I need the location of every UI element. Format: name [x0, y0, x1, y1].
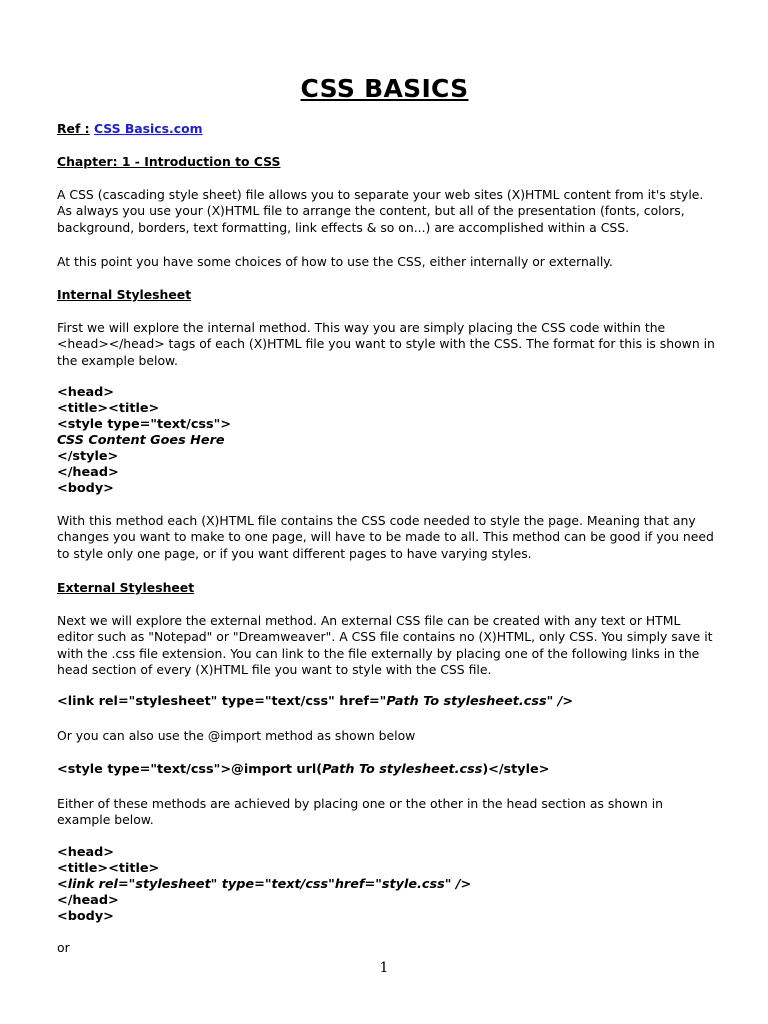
code-segment: )</style>: [482, 762, 550, 777]
choices-paragraph: At this point you have some choices of how to use the CSS, either internally or externally.: [57, 254, 613, 269]
code-line: </head>: [57, 465, 119, 480]
code-line: </head>: [57, 893, 119, 908]
code-line: CSS Content Goes Here: [57, 433, 225, 448]
internal-stylesheet-heading: Internal Stylesheet: [57, 287, 192, 302]
page-title: CSS BASICS: [300, 74, 469, 103]
example-code-block: [57, 845, 471, 925]
code-line: <link rel="stylesheet" type="text/css"href="style.css" />: [57, 877, 472, 892]
code-line: </style>: [57, 449, 119, 464]
ref-link[interactable]: CSS Basics.com: [93, 121, 203, 136]
link-code-line: [57, 694, 573, 710]
ref-label: Ref :: [57, 121, 90, 136]
code-segment-italic: Path To stylesheet.css: [322, 762, 483, 777]
internal-code-block: [57, 385, 231, 497]
code-line: <head>: [57, 385, 115, 400]
code-line: <body>: [57, 481, 114, 496]
code-line: <title><title>: [57, 861, 160, 876]
internal-intro-paragraph: First we will explore the internal method. This way you are simply placing the CSS code within the <head></head> tags of each (X)HTML file you want to style with the CSS. The format for this is shown in the example below.: [57, 320, 715, 368]
reference-line: [57, 121, 717, 137]
chapter-heading: Chapter: 1 - Introduction to CSS: [57, 154, 281, 169]
code-segment: <link rel="stylesheet" type="text/css" href=: [57, 694, 380, 709]
code-line: <head>: [57, 845, 115, 860]
either-paragraph: Either of these methods are achieved by placing one or the other in the head section as shown in example below.: [57, 796, 663, 828]
page-number: 1: [379, 960, 389, 976]
intro-paragraph: A CSS (cascading style sheet) file allows you to separate your web sites (X)HTML content from it's style. As always you use your (X)HTML file to arrange the content, but all of the presentation (fonts, colors, background, borders, text formatting, link effects & so on...) are accomplished within a CSS.: [57, 187, 704, 235]
code-segment: <style type="text/css">@import url(: [57, 762, 323, 777]
internal-note-paragraph: With this method each (X)HTML file contains the CSS code needed to style the page. Meaning that any changes you want to make to one page, will have to be made to all. This method can be good if you need to style only one page, or if you want different pages to have varying styles.: [57, 513, 714, 561]
code-line: <style type="text/css">: [57, 417, 232, 432]
code-line: <body>: [57, 909, 114, 924]
code-segment-italic: "Path To stylesheet.css" />: [379, 694, 574, 709]
external-stylesheet-heading: External Stylesheet: [57, 580, 195, 595]
external-intro-paragraph: Next we will explore the external method. An external CSS file can be created with any text or HTML editor such as "Notepad" or "Dreamweaver". A CSS file contains no (X)HTML, only CSS. You simply save it with the .css file extension. You can link to the file externally by placing one of the following links in the head section of every (X)HTML file you want to style with the CSS file.: [57, 613, 713, 678]
import-intro-paragraph: Or you can also use the @import method as shown below: [57, 728, 416, 743]
or-text: or: [57, 940, 70, 955]
code-line: <title><title>: [57, 401, 160, 416]
import-code-line: [57, 762, 549, 778]
